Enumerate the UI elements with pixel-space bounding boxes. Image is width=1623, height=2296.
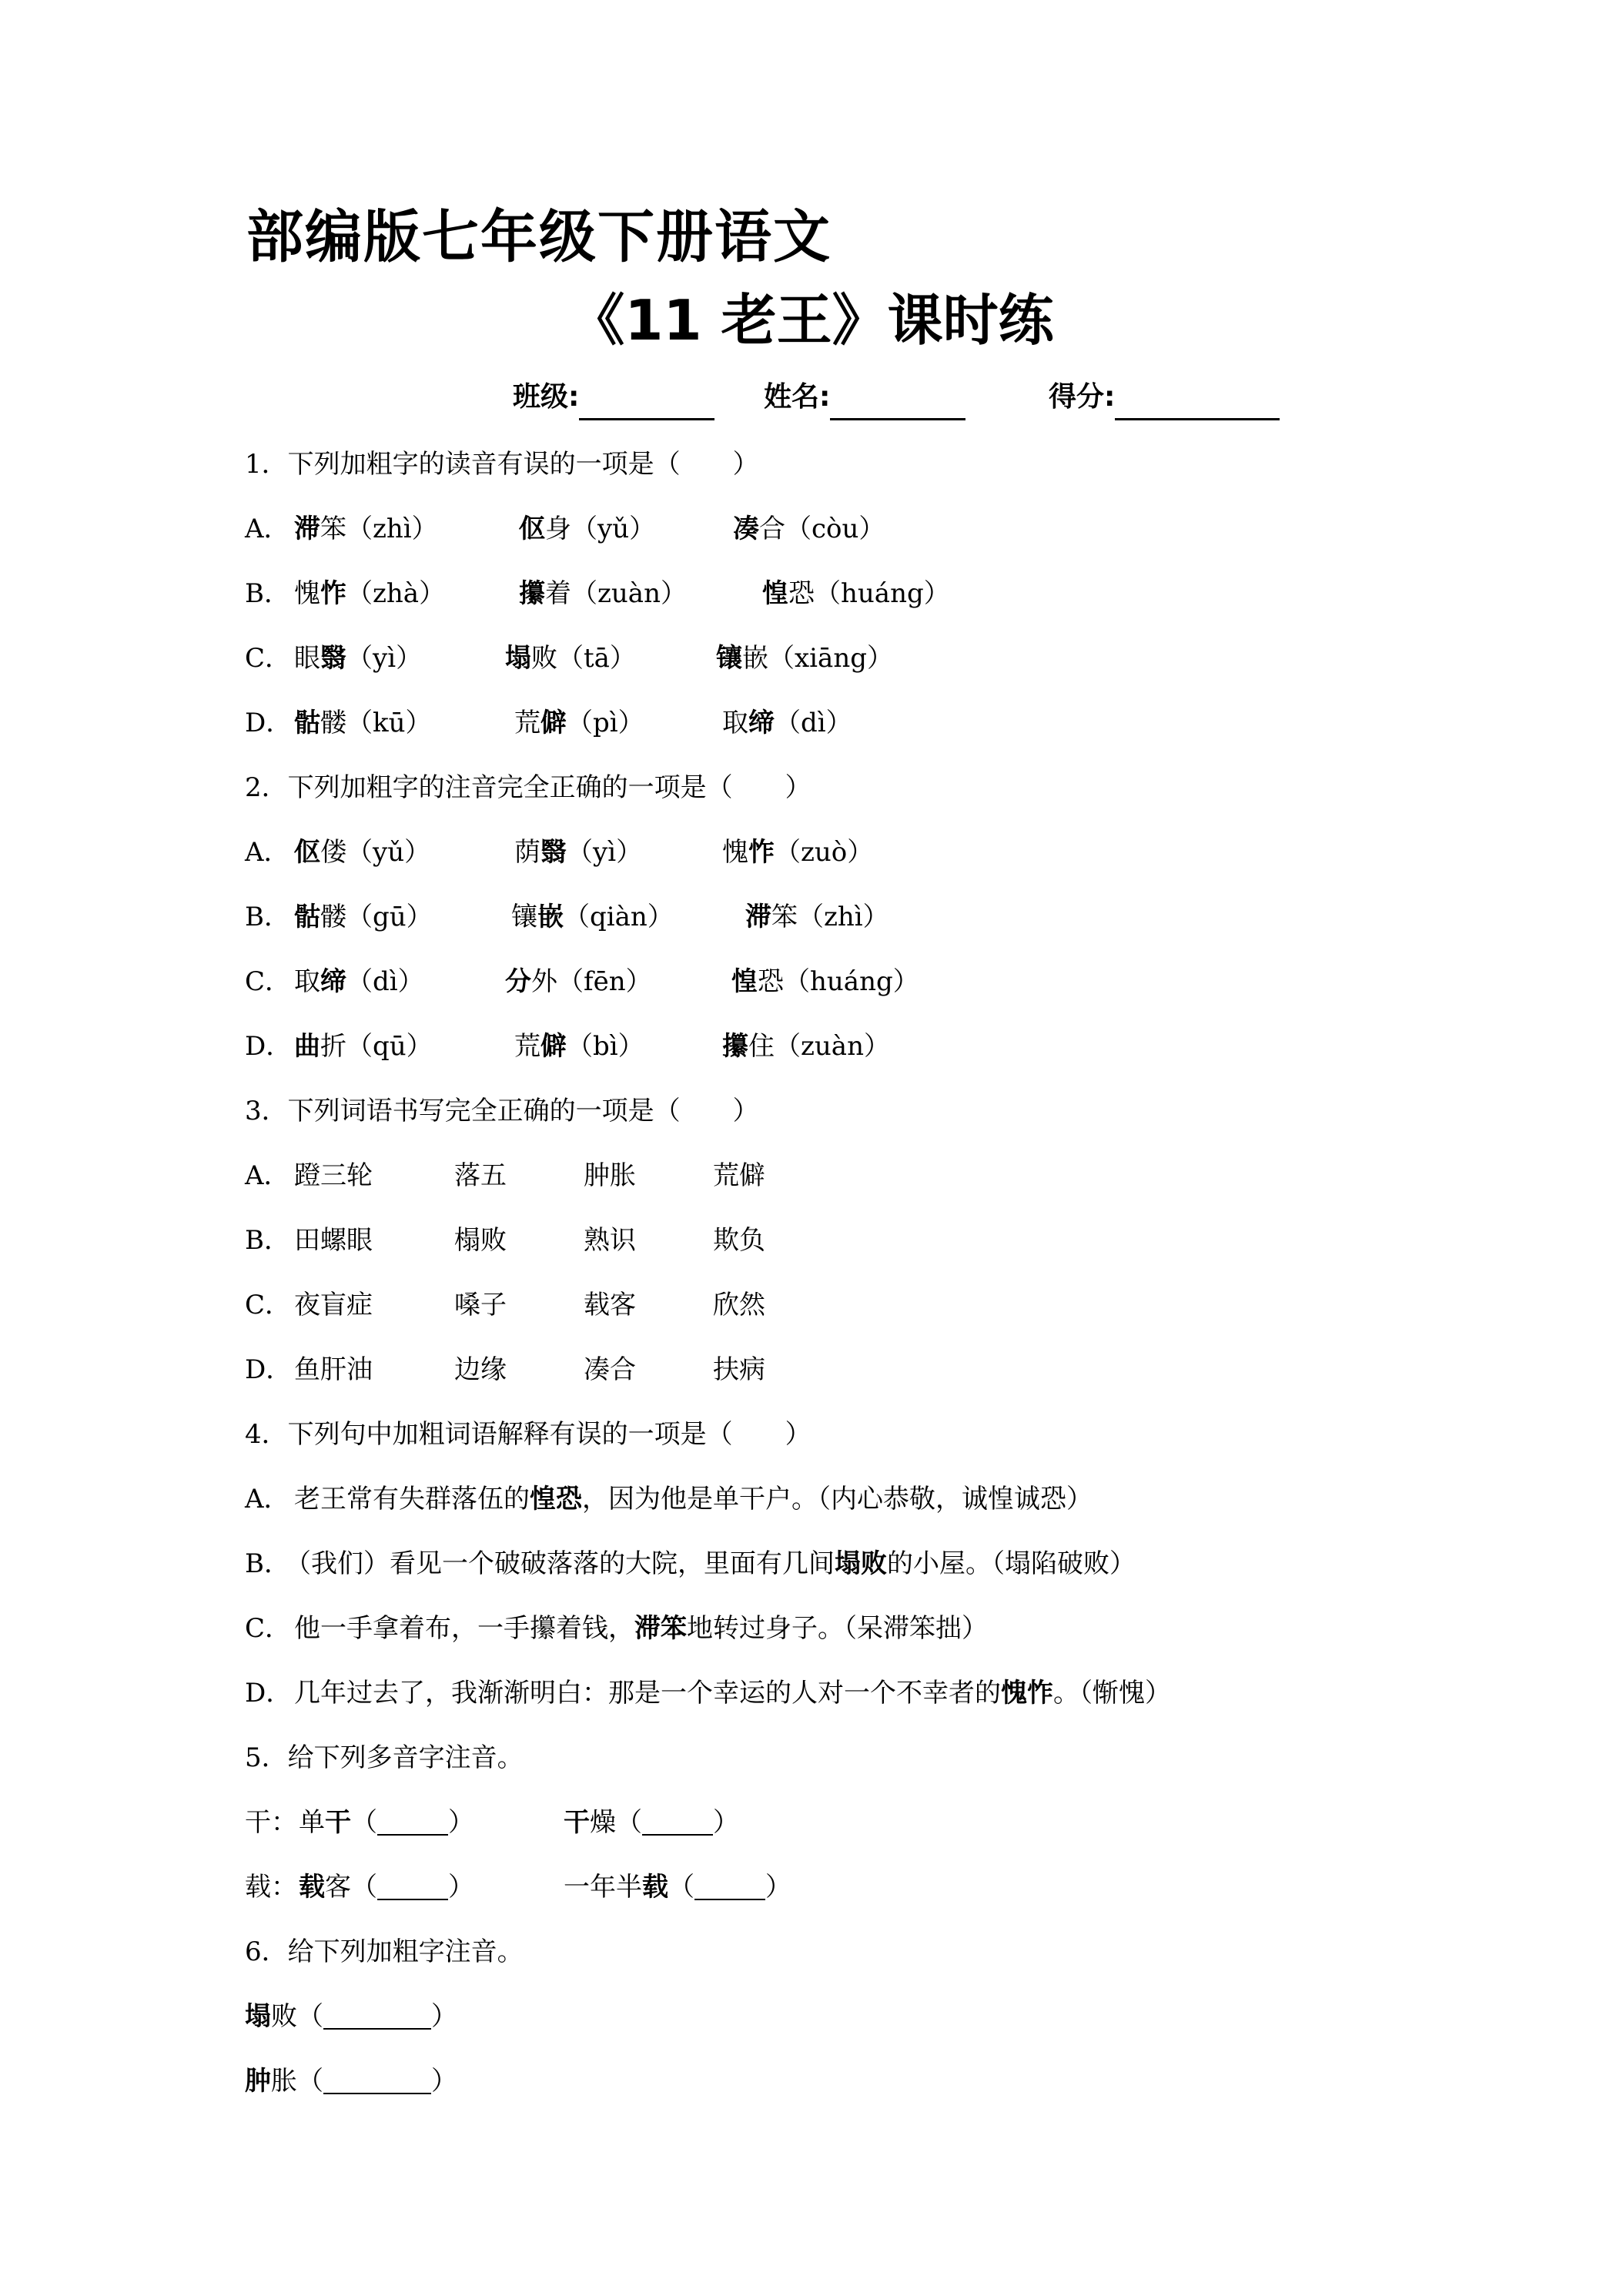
- item-plain: 荫: [514, 837, 540, 868]
- bold-char: 载: [642, 1872, 668, 1903]
- word: 蹬三轮: [294, 1160, 373, 1191]
- option-item: [519, 510, 655, 548]
- question-stem: 5．给下列多音字注音。: [245, 1742, 524, 1773]
- option-item: [514, 833, 642, 872]
- item-rest: （dì）: [775, 708, 852, 738]
- bold-char: 缔: [320, 966, 346, 997]
- option-item: [505, 639, 636, 678]
- question-stem: 6．给下列加粗字注音。: [245, 1936, 524, 1967]
- option-letter: D．: [245, 708, 293, 738]
- bold-char: 攥: [722, 1031, 748, 1062]
- bold-char: 嵌: [537, 902, 564, 932]
- item-open: 客（: [325, 1872, 377, 1903]
- bold-char: 凑: [733, 514, 759, 544]
- item-close: ）: [713, 1807, 739, 1838]
- option-item: [505, 962, 652, 1001]
- question-stem: 1．下列加粗字的读音有误的一项是（ ）: [245, 449, 759, 480]
- name-field[interactable]: [764, 374, 965, 420]
- option-letter: D．: [245, 1354, 293, 1385]
- item-plain: 镶: [511, 902, 537, 932]
- answer-blank[interactable]: [377, 1868, 448, 1900]
- sentence: [285, 1545, 1136, 1583]
- word: 边缘: [454, 1354, 507, 1385]
- item-plain: 眼: [294, 643, 320, 674]
- bold-char: 僻: [540, 708, 567, 738]
- option-letter: C．: [245, 643, 292, 674]
- item-close: ）: [431, 2066, 457, 2097]
- item-plain: 荒: [514, 1031, 540, 1062]
- item-close: ）: [765, 1872, 791, 1903]
- sentence-after: 。（惭愧）: [1053, 1678, 1171, 1709]
- item-rest: 髅（gū）: [320, 902, 433, 932]
- question-stem: 4．下列句中加粗词语解释有误的一项是（ ）: [245, 1419, 812, 1450]
- option-letter: A．: [245, 514, 290, 544]
- word: 落五: [454, 1160, 507, 1191]
- option-letter: A．: [245, 1160, 290, 1191]
- option-item: [722, 833, 873, 872]
- word: 扶病: [713, 1354, 765, 1385]
- bold-char: 干: [564, 1807, 590, 1838]
- answer-blank[interactable]: [377, 1803, 448, 1836]
- option-item: [294, 704, 432, 742]
- item-close: ）: [431, 2001, 457, 2032]
- bold-char: 曲: [294, 1031, 320, 1062]
- item-rest: （pì）: [567, 708, 644, 738]
- score-blank[interactable]: [1115, 384, 1280, 420]
- item-rest: （dì）: [346, 966, 424, 997]
- item-open: （: [668, 1872, 694, 1903]
- sentence-after: 的小屋。（塌陷破败）: [887, 1548, 1136, 1579]
- option-item: [716, 639, 893, 678]
- bold-char: 滞: [745, 902, 771, 932]
- item-rest: 胀（: [271, 2066, 323, 2097]
- option-item: [294, 962, 424, 1001]
- option-item: [722, 704, 852, 742]
- class-field[interactable]: [513, 374, 714, 420]
- item-plain: 单: [299, 1807, 325, 1838]
- word: 鱼肝油: [294, 1354, 373, 1385]
- word: 凑合: [584, 1354, 636, 1385]
- pinyin-item[interactable]: [564, 1803, 739, 1842]
- item-rest: 嵌（xiāng）: [742, 643, 893, 674]
- score-label: 得分:: [1049, 381, 1116, 413]
- word: 欣然: [713, 1290, 765, 1320]
- item-rest: （qiàn）: [564, 902, 674, 932]
- pinyin-item[interactable]: [564, 1868, 791, 1906]
- bold-char: 镶: [716, 643, 742, 674]
- item-plain: 愧: [294, 578, 320, 609]
- option-letter: A．: [245, 837, 290, 868]
- pinyin-item[interactable]: [245, 1997, 457, 2036]
- option-item: [294, 639, 422, 678]
- item-rest: 合（còu）: [759, 514, 885, 544]
- item-plain: 取: [294, 966, 320, 997]
- bold-word: 愧怍: [1001, 1678, 1053, 1709]
- class-blank[interactable]: [579, 384, 714, 420]
- bold-char: 僻: [540, 1031, 567, 1062]
- item-rest: 恐（huáng）: [758, 966, 919, 997]
- sentence-after: ，因为他是单干户。（内心恭敬，诚惶诚恐）: [582, 1484, 1093, 1514]
- score-field[interactable]: [1049, 374, 1280, 420]
- word: 夜盲症: [294, 1290, 373, 1320]
- item-rest: 外（fēn）: [531, 966, 652, 997]
- item-rest: 髅（kū）: [320, 708, 432, 738]
- option-letter: A．: [245, 1484, 290, 1514]
- bold-char: 伛: [294, 837, 320, 868]
- sentence-after: 地转过身子。（呆滞笨拙）: [687, 1613, 988, 1644]
- word: 田螺眼: [294, 1225, 373, 1256]
- bold-char: 骷: [294, 902, 320, 932]
- word: 荒僻: [713, 1160, 765, 1191]
- bold-char: 攥: [519, 578, 545, 609]
- item-rest: （bì）: [567, 1031, 644, 1062]
- item-rest: （zuò）: [775, 837, 874, 868]
- option-item: [511, 898, 674, 936]
- option-letter: B．: [245, 902, 290, 932]
- pinyin-item[interactable]: [245, 2062, 457, 2100]
- sentence-before: 几年过去了，我渐渐明白：那是一个幸运的人对一个不幸者的: [294, 1678, 1001, 1709]
- option-item: [294, 510, 438, 548]
- word: 欺负: [713, 1225, 765, 1256]
- item-open: 燥（: [590, 1807, 642, 1838]
- item-rest: 恐（huáng）: [788, 578, 950, 609]
- bold-char: 塌: [505, 643, 531, 674]
- bold-char: 怍: [320, 578, 346, 609]
- option-item: [745, 898, 889, 936]
- option-item: [514, 704, 644, 742]
- bold-char: 骷: [294, 708, 320, 738]
- polyphone-char: 干：: [245, 1807, 297, 1838]
- bold-word: 惶恐: [530, 1484, 582, 1514]
- option-letter: B．: [245, 578, 290, 609]
- bold-char: 干: [325, 1807, 351, 1838]
- polyphone-char: 载：: [245, 1872, 297, 1903]
- sentence-before: 他一手拿着布，一手攥着钱，: [294, 1613, 634, 1644]
- option-letter: B．: [245, 1548, 290, 1579]
- sentence: [294, 1674, 1171, 1712]
- item-rest: 着（zuàn）: [545, 578, 687, 609]
- option-item: [294, 898, 433, 936]
- word: 熟识: [584, 1225, 636, 1256]
- bold-char: 惶: [731, 966, 758, 997]
- name-blank[interactable]: [830, 384, 965, 420]
- bold-char: 怍: [748, 837, 775, 868]
- item-plain: 取: [722, 708, 748, 738]
- word: 嗓子: [454, 1290, 507, 1320]
- question-stem: 2．下列加粗字的注音完全正确的一项是（ ）: [245, 772, 812, 803]
- bold-char: 惶: [762, 578, 788, 609]
- item-rest: 折（qū）: [320, 1031, 433, 1062]
- bold-word: 滞笨: [634, 1613, 687, 1644]
- option-letter: C．: [245, 966, 292, 997]
- word: 载客: [584, 1290, 636, 1320]
- bold-char: 肿: [245, 2066, 271, 2097]
- sentence-before: （我们）看见一个破破落落的大院，里面有几间: [285, 1548, 835, 1579]
- item-plain: 愧: [722, 837, 748, 868]
- option-item: [722, 1027, 890, 1066]
- bold-char: 分: [505, 966, 531, 997]
- option-letter: D．: [245, 1678, 293, 1709]
- item-rest: （yì）: [346, 643, 423, 674]
- bold-char: 翳: [320, 643, 346, 674]
- answer-blank[interactable]: [323, 1997, 431, 2030]
- option-letter: B．: [245, 1225, 290, 1256]
- bold-char: 滞: [294, 514, 320, 544]
- option-letter: C．: [245, 1613, 292, 1644]
- item-rest: 败（: [271, 2001, 323, 2032]
- word: 榻败: [454, 1225, 507, 1256]
- item-rest: 败（tā）: [531, 643, 636, 674]
- bold-char: 载: [299, 1872, 325, 1903]
- option-letter: C．: [245, 1290, 292, 1320]
- option-item: [294, 833, 430, 872]
- option-letter: D．: [245, 1031, 293, 1062]
- item-rest: （zhà）: [346, 578, 446, 609]
- item-rest: 身（yǔ）: [545, 514, 656, 544]
- bold-word: 塌败: [835, 1548, 887, 1579]
- name-label: 姓名:: [764, 381, 831, 413]
- class-label: 班级:: [513, 381, 580, 413]
- item-close: ）: [448, 1807, 474, 1838]
- pinyin-item[interactable]: [299, 1868, 474, 1906]
- option-item: [733, 510, 885, 548]
- pinyin-item[interactable]: [299, 1803, 474, 1842]
- item-rest: （yì）: [567, 837, 643, 868]
- sentence: [294, 1609, 988, 1648]
- answer-blank[interactable]: [323, 2062, 431, 2094]
- bold-char: 翳: [540, 837, 567, 868]
- page-title: 部编版七年级下册语文: [246, 204, 832, 270]
- bold-char: 缔: [748, 708, 775, 738]
- option-item: [762, 574, 950, 613]
- bold-char: 塌: [245, 2001, 271, 2032]
- option-item: [294, 574, 445, 613]
- option-item: [519, 574, 687, 613]
- item-plain: 一年半: [564, 1872, 642, 1903]
- item-open: （: [351, 1807, 377, 1838]
- item-rest: 偻（yǔ）: [320, 837, 431, 868]
- sentence: [294, 1480, 1093, 1518]
- page-subtitle: 《11 老王》课时练: [569, 288, 1054, 353]
- answer-blank[interactable]: [642, 1803, 713, 1836]
- bold-char: 伛: [519, 514, 545, 544]
- option-item: [514, 1027, 644, 1066]
- item-close: ）: [448, 1872, 474, 1903]
- item-rest: 笨（zhì）: [771, 902, 889, 932]
- answer-blank[interactable]: [694, 1868, 765, 1900]
- item-rest: 住（zuàn）: [748, 1031, 890, 1062]
- item-rest: 笨（zhì）: [320, 514, 438, 544]
- question-stem: 3．下列词语书写完全正确的一项是（ ）: [245, 1096, 759, 1126]
- word: 肿胀: [584, 1160, 636, 1191]
- option-item: [731, 962, 919, 1001]
- item-plain: 荒: [514, 708, 540, 738]
- option-item: [294, 1027, 433, 1066]
- sentence-before: 老王常有失群落伍的: [294, 1484, 530, 1514]
